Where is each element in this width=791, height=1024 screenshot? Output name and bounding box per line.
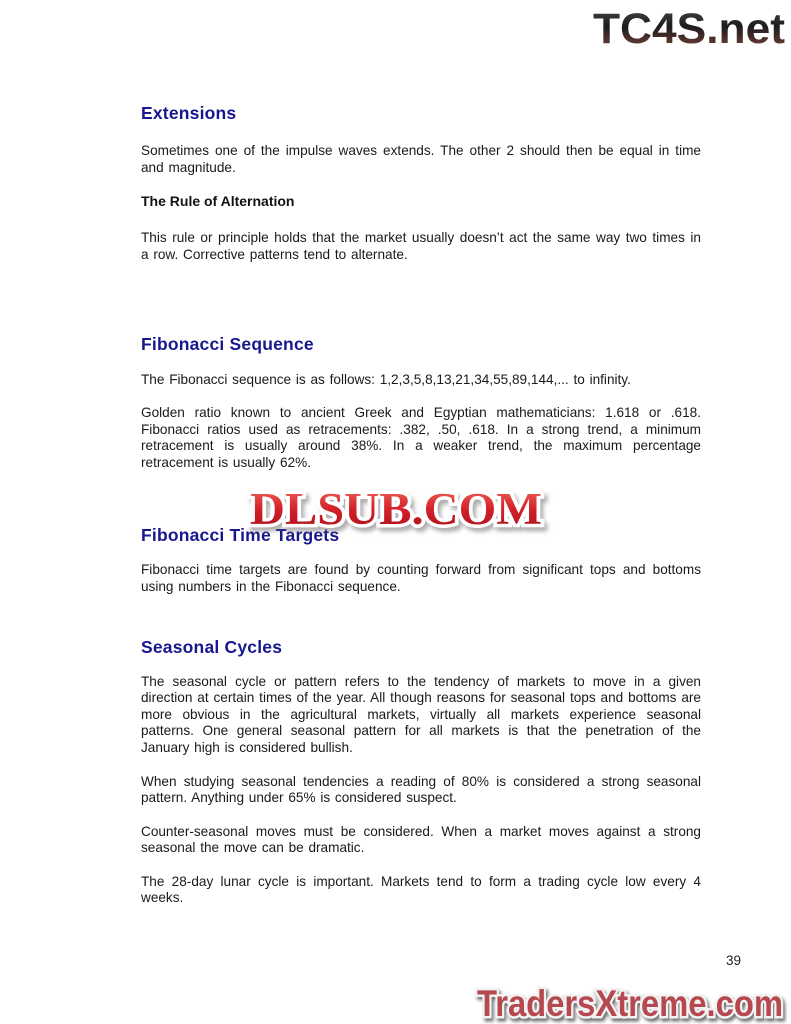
heading-rule-of-alternation: The Rule of Alternation [141,193,295,210]
paragraph-counter-seasonal: Counter-seasonal moves must be considered. When a market moves against a strong seasonal the move can be dramatic. [141,823,701,856]
paragraph-seasonal-cycles: The seasonal cycle or pattern refers to the tendency of markets to move in a given direction at certain times of the year. All though reasons for seasonal tops and bottoms are more obvious in the agricultural markets, virtually all markets experience seasonal patterns. One general seasonal pattern for all markets is that the penetration of the January high is considered bullish. [141,673,701,755]
paragraph-seasonal-reading: When studying seasonal tendencies a reading of 80% is considered a strong seasonal pattern. Anything under 65% is considered suspect. [141,773,701,806]
tradersxtreme-logo-text: TradersXtreme.com [477,983,783,1024]
paragraph-golden-ratio: Golden ratio known to ancient Greek and Egyptian mathematicians: 1.618 or .618. Fibonacci ratios used as retracements: .382, .50, .618. In a strong trend, a minimum retracement is usually around 38%. In a weaker trend, the maximum percentage retracement is usually 62%. [141,404,701,470]
paragraph-fibonacci-time-targets: Fibonacci time targets are found by counting forward from significant tops and bottoms using numbers in the Fibonacci sequence. [141,562,701,594]
paragraph-lunar-cycle: The 28-day lunar cycle is important. Markets tend to form a trading cycle low every 4 weeks. [141,873,701,906]
heading-extensions: Extensions [141,103,237,123]
document-content [141,0,701,907]
tradersxtreme-logo [470,976,790,1024]
dlsub-watermark-text: DLSUB.COM [249,484,542,534]
paragraph-extensions: Sometimes one of the impulse waves extends. The other 2 should then be equal in time and magnitude. [141,143,701,175]
dlsub-watermark [231,477,561,543]
paragraph-fibonacci-sequence: The Fibonacci sequence is as follows: 1,2,3,5,8,13,21,34,55,89,144,... to infinity. [141,372,631,388]
page-number: 39 [726,953,742,968]
tc4s-logo-text: TC4S.net [593,5,785,53]
paragraph-rule-of-alternation: This rule or principle holds that the market usually doesn’t act the same way two times in a row. Corrective patterns tend to alternate. [141,230,701,262]
heading-fibonacci-time-targets: Fibonacci Time Targets [141,525,340,546]
heading-fibonacci-sequence: Fibonacci Sequence [141,334,314,355]
heading-seasonal-cycles: Seasonal Cycles [141,636,283,657]
